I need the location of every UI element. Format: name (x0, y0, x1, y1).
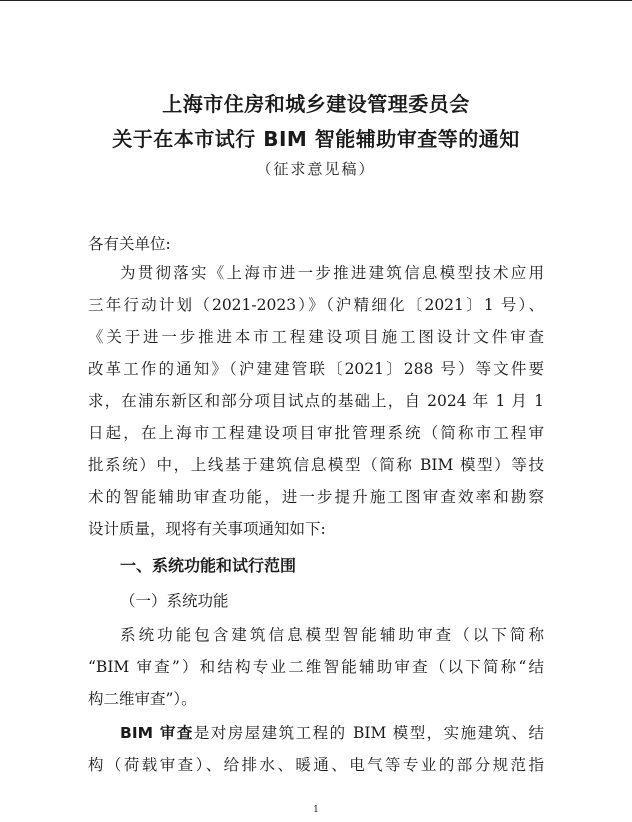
document-title-line-2: 关于在本市试行 BIM 智能辅助审查等的通知 (112, 127, 520, 151)
paragraph-line: 构二维审查”）。 (88, 690, 197, 708)
top-border-line (0, 0, 632, 1)
section-heading: 一、系统功能和试行范围 (120, 556, 297, 575)
paragraph-line: 系统功能包含建筑信息模型智能辅助审查（以下简称 (120, 626, 544, 644)
paragraph-line: 日起，在上海市工程建设项目审批管理系统（简称市工程审 (88, 424, 544, 442)
paragraph-line: 为贯彻落实《上海市进一步推进建筑信息模型技术应用 (120, 264, 544, 282)
paragraph-text: 是对房屋建筑工程的 BIM 模型，实施建筑、结 (193, 724, 544, 742)
paragraph-line: 改革工作的通知》（沪建建管联〔2021〕288 号）等文件要 (88, 360, 544, 378)
paragraph-line (120, 721, 544, 743)
paragraph-line: 三年行动计划（2021-2023）》（沪精细化〔2021〕1 号）、 (88, 296, 544, 314)
paragraph-line: “BIM 审查”）和结构专业二维智能辅助审查（以下简称“结 (88, 658, 544, 676)
subsection-heading: （一）系统功能 (120, 592, 229, 610)
bim-review-term: BIM 审查 (120, 724, 194, 742)
paragraph-line: 构（荷载审查）、给排水、暖通、电气等专业的部分规范指 (88, 756, 544, 774)
document-subtitle: （征求意见稿） (256, 160, 376, 178)
paragraph-line: 求，在浦东新区和部分项目试点的基础上，自 2024 年 1 月 1 (88, 392, 544, 410)
paragraph-line: 设计质量，现将有关事项通知如下: (88, 520, 326, 538)
paragraph-line: 批系统）中，上线基于建筑信息模型（简称 BIM 模型）等技 (88, 456, 544, 474)
salutation: 各有关单位: (88, 235, 171, 253)
document-title-line-1: 上海市住房和城乡建设管理委员会 (162, 92, 470, 116)
page-number: 1 (313, 805, 319, 815)
paragraph-line: 《关于进一步推进本市工程建设项目施工图设计文件审查 (88, 328, 544, 346)
paragraph-line: 术的智能辅助审查功能，进一步提升施工图审查效率和勘察 (88, 488, 544, 506)
